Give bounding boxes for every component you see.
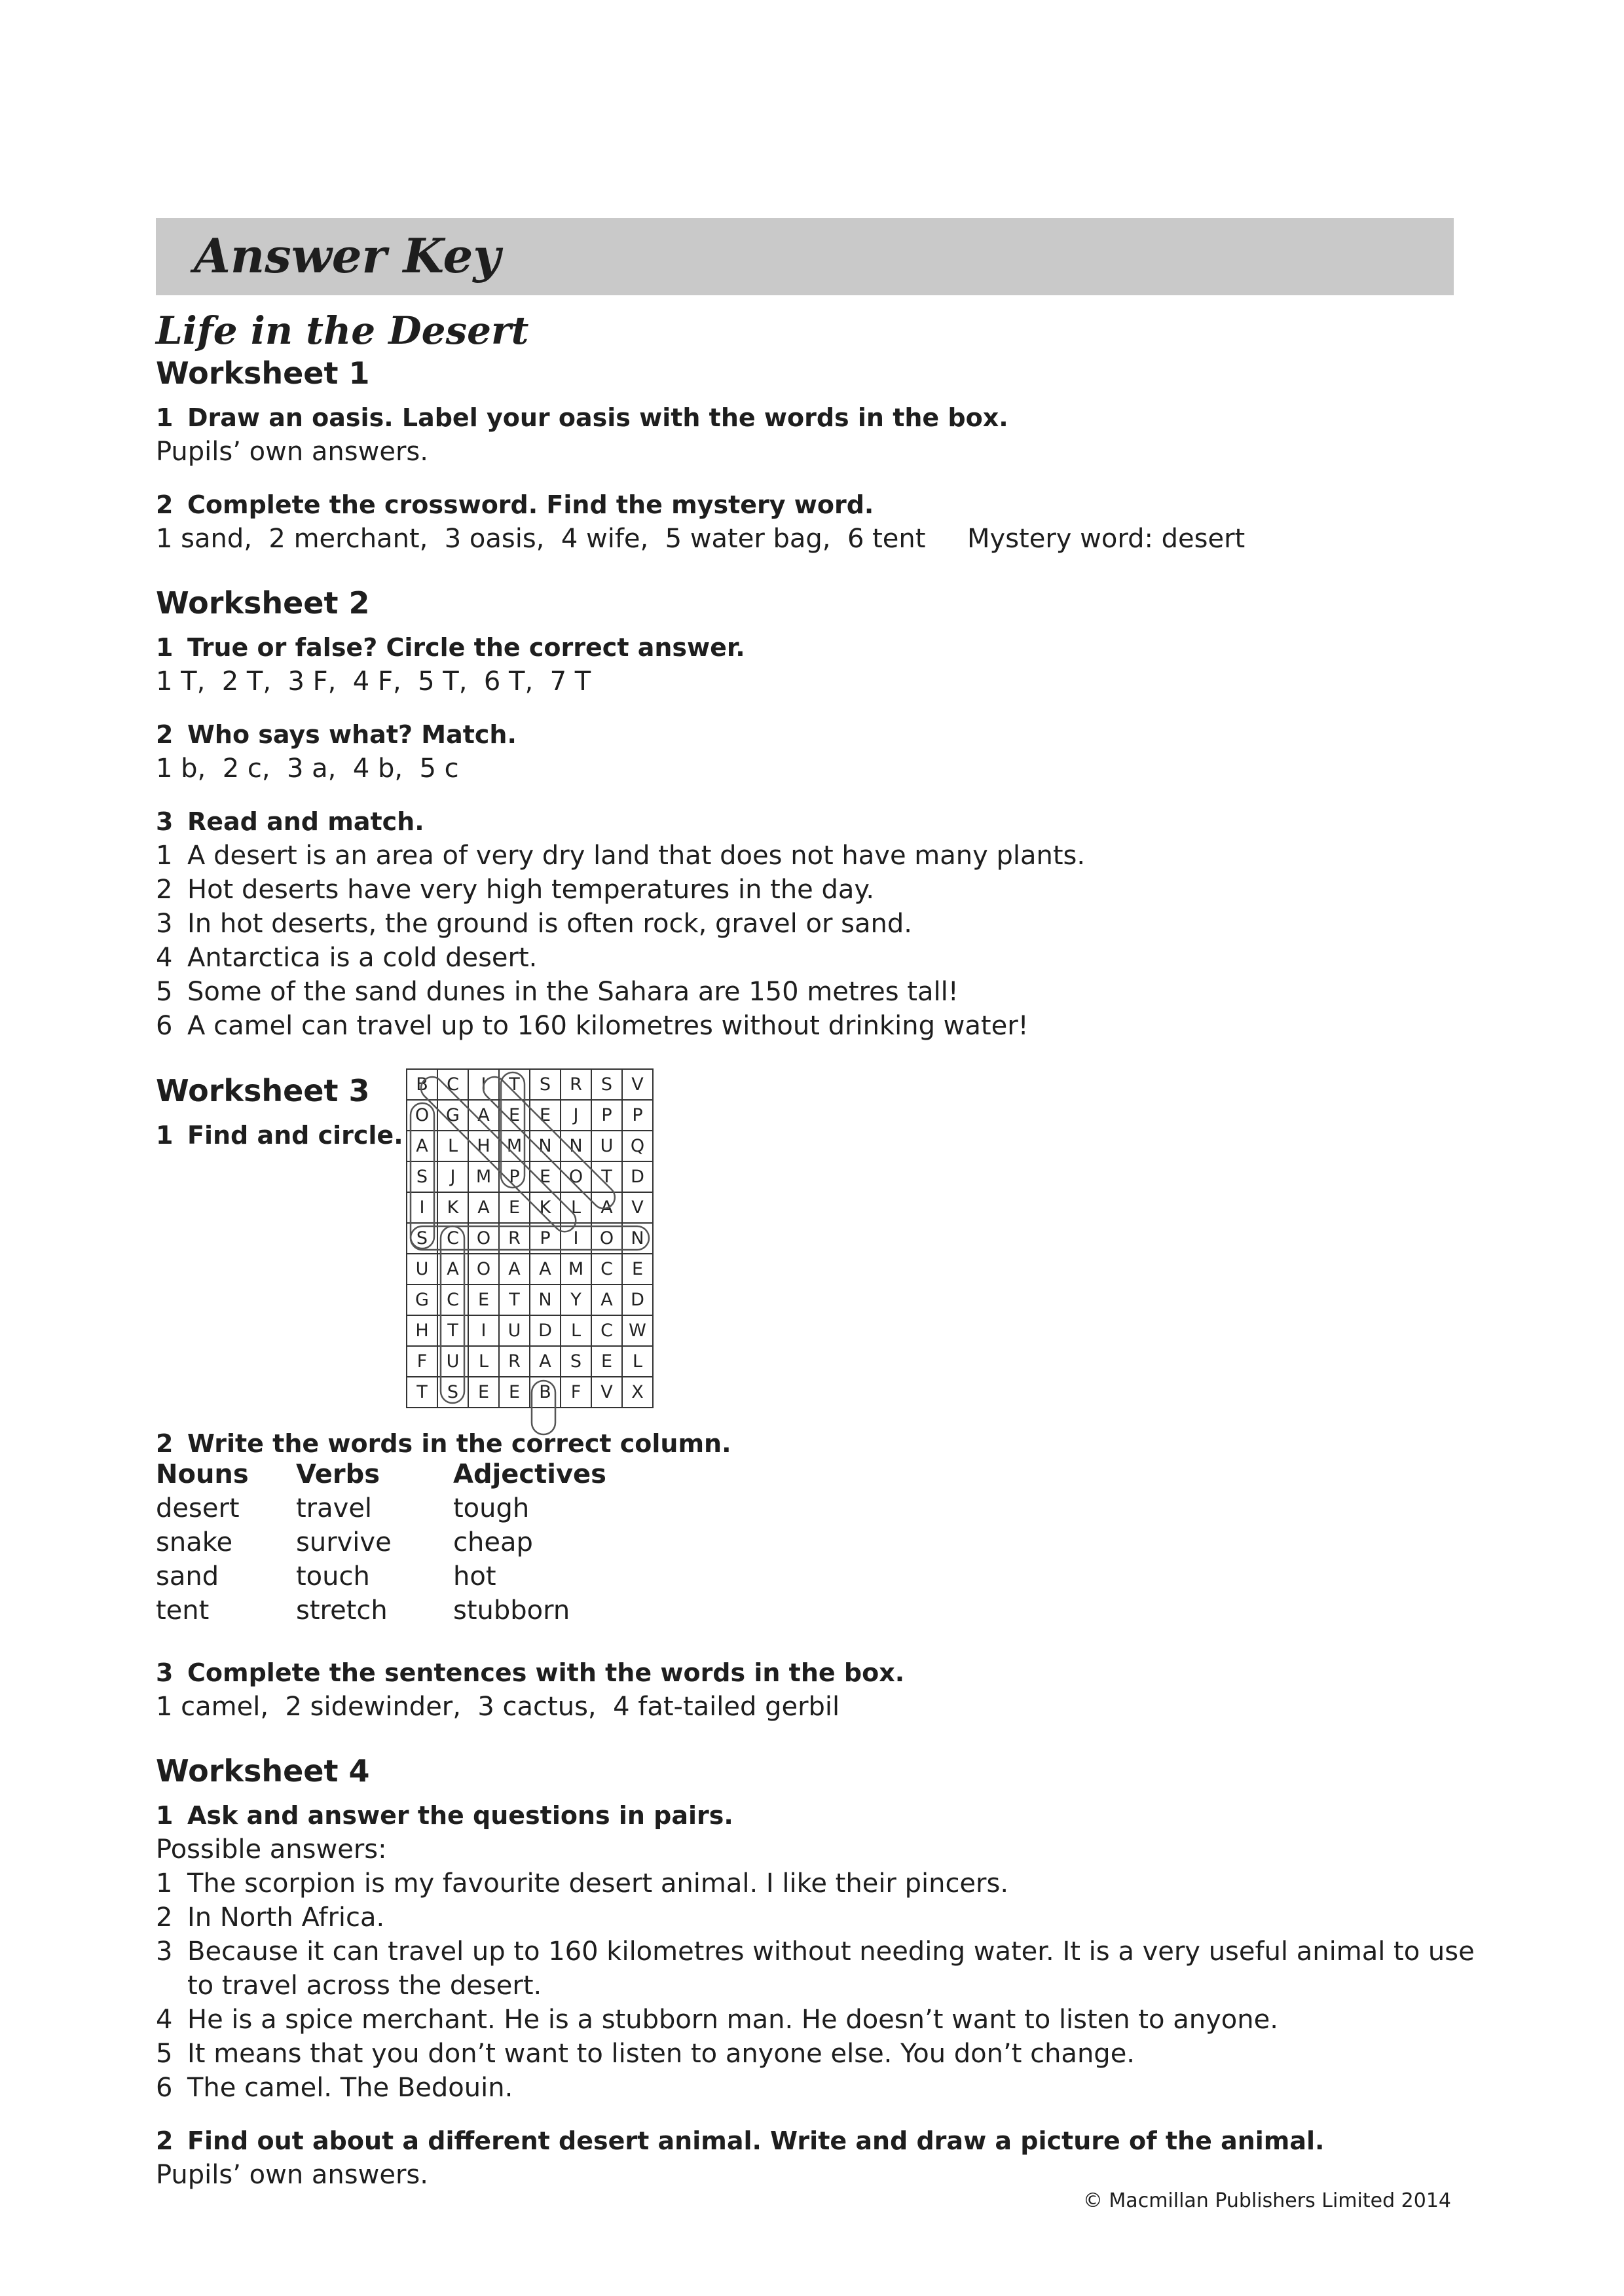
grid-cell: S <box>407 1223 437 1254</box>
grid-cell: J <box>561 1100 591 1131</box>
grid-cell: N <box>561 1131 591 1161</box>
grid-cell: B <box>530 1377 561 1408</box>
list-item: 6 The camel. The Bedouin. <box>156 2073 513 2103</box>
list-item: travel <box>296 1493 373 1523</box>
grid-cell: H <box>468 1131 499 1161</box>
list-item-continuation: to travel across the desert. <box>187 1971 542 2001</box>
grid-cell: E <box>499 1100 530 1131</box>
ws4-intro: Possible answers: <box>156 1834 387 1865</box>
list-item: 1 The scorpion is my favourite desert animal. I like their pincers. <box>156 1868 1009 1899</box>
grid-cell: A <box>530 1346 561 1377</box>
grid-cell: G <box>407 1285 437 1315</box>
grid-cell: T <box>591 1161 622 1192</box>
grid-cell: L <box>468 1346 499 1377</box>
list-item: 2 In North Africa. <box>156 1903 385 1933</box>
list-item: 1 A desert is an area of very dry land that does not have many plants. <box>156 841 1086 871</box>
ws3-question-3: 3 Complete the sentences with the words in the box. <box>156 1658 905 1687</box>
grid-cell: J <box>437 1161 468 1192</box>
grid-cell: M <box>561 1254 591 1285</box>
list-item: 6 A camel can travel up to 160 kilometres without drinking water! <box>156 1011 1029 1041</box>
grid-cell: P <box>530 1223 561 1254</box>
grid-cell: N <box>530 1285 561 1315</box>
ws2-question-1: 1 True or false? Circle the correct answer. <box>156 633 745 662</box>
grid-cell: I <box>468 1315 499 1346</box>
grid-cell: L <box>561 1192 591 1223</box>
grid-cell: I <box>407 1192 437 1223</box>
grid-cell: A <box>591 1192 622 1223</box>
grid-cell: C <box>437 1223 468 1254</box>
grid-row <box>407 1346 653 1377</box>
grid-cell: R <box>499 1223 530 1254</box>
grid-cell: O <box>561 1161 591 1192</box>
grid-cell: H <box>407 1315 437 1346</box>
list-item: survive <box>296 1527 392 1558</box>
grid-cell: A <box>437 1254 468 1285</box>
grid-cell: U <box>437 1346 468 1377</box>
grid-cell: F <box>407 1346 437 1377</box>
grid-cell: M <box>468 1161 499 1192</box>
grid-cell: P <box>499 1161 530 1192</box>
column-header: Verbs <box>296 1459 380 1489</box>
column-adjectives <box>453 1457 606 1628</box>
ws1-question-1: 1 Draw an oasis. Label your oasis with the words in the box. <box>156 403 1008 432</box>
grid-cell: O <box>468 1223 499 1254</box>
grid-cell: E <box>499 1192 530 1223</box>
grid-row <box>407 1192 653 1223</box>
ws3-question-2: 2 Write the words in the correct column. <box>156 1429 731 1458</box>
ws1-answer-2: 1 sand, 2 merchant, 3 oasis, 4 wife, 5 water bag, 6 tent Mystery word: desert <box>156 524 1246 554</box>
list-item: cheap <box>453 1527 533 1558</box>
grid-cell: C <box>437 1285 468 1315</box>
grid-cell: E <box>468 1377 499 1408</box>
list-item: 5 It means that you don’t want to listen to anyone else. You don’t change. <box>156 2039 1135 2069</box>
ws2-answer-1: 1 T, 2 T, 3 F, 4 F, 5 T, 6 T, 7 T <box>156 666 591 697</box>
grid-cell: X <box>622 1377 653 1408</box>
list-item: 4 Antarctica is a cold desert. <box>156 943 538 973</box>
grid-cell: S <box>407 1161 437 1192</box>
list-item: 5 Some of the sand dunes in the Sahara are 150 metres tall! <box>156 977 959 1007</box>
grid-cell: E <box>499 1377 530 1408</box>
grid-cell: O <box>468 1254 499 1285</box>
ws1-answer-1: Pupils’ own answers. <box>156 437 428 467</box>
grid-cell: U <box>407 1254 437 1285</box>
ws3-answer-3: 1 camel, 2 sidewinder, 3 cactus, 4 fat-tailed gerbil <box>156 1692 840 1722</box>
grid-cell: E <box>530 1100 561 1131</box>
grid-cell: D <box>530 1315 561 1346</box>
grid-cell: Y <box>561 1285 591 1315</box>
grid-cell: T <box>407 1377 437 1408</box>
grid-cell: T <box>499 1069 530 1100</box>
grid-cell: E <box>591 1346 622 1377</box>
ws4-answer-2: Pupils’ own answers. <box>156 2160 428 2190</box>
grid-cell: S <box>530 1069 561 1100</box>
list-item: hot <box>453 1561 496 1592</box>
list-item: sand <box>156 1561 219 1592</box>
grid-cell: A <box>530 1254 561 1285</box>
list-item: 4 He is a spice merchant. He is a stubborn man. He doesn’t want to listen to anyone. <box>156 2005 1278 2035</box>
ws2-question-3: 3 Read and match. <box>156 807 424 836</box>
list-item: 3 In hot deserts, the ground is often rock, gravel or sand. <box>156 909 912 939</box>
grid-cell: O <box>407 1100 437 1131</box>
grid-cell: V <box>591 1377 622 1408</box>
grid-cell: D <box>622 1161 653 1192</box>
grid-cell: A <box>499 1254 530 1285</box>
list-item: 2 Hot deserts have very high temperatures in the day. <box>156 875 875 905</box>
grid-row <box>407 1377 653 1408</box>
list-item: stretch <box>296 1595 388 1626</box>
grid-cell: W <box>622 1315 653 1346</box>
grid-cell: Q <box>622 1131 653 1161</box>
grid-cell: G <box>437 1100 468 1131</box>
grid-cell: A <box>468 1192 499 1223</box>
worksheet-2-heading: Worksheet 2 <box>156 585 370 621</box>
grid-row <box>407 1100 653 1131</box>
grid-cell: S <box>591 1069 622 1100</box>
grid-cell: V <box>622 1069 653 1100</box>
ws4-question-2: 2 Find out about a different desert animal. Write and draw a picture of the animal. <box>156 2126 1325 2155</box>
copyright-footer: © Macmillan Publishers Limited 2014 <box>1082 2189 1451 2212</box>
grid-cell: V <box>622 1192 653 1223</box>
grid-cell: E <box>530 1161 561 1192</box>
list-item: touch <box>296 1561 370 1592</box>
grid-cell: A <box>591 1285 622 1315</box>
ws1-question-2: 2 Complete the crossword. Find the mystery word. <box>156 490 874 519</box>
list-item: stubborn <box>453 1595 570 1626</box>
grid-cell: M <box>499 1131 530 1161</box>
grid-row <box>407 1131 653 1161</box>
list-item: snake <box>156 1527 233 1558</box>
ws3-question-1: 1 Find and circle. <box>156 1121 403 1150</box>
column-nouns <box>156 1457 249 1628</box>
grid-cell: F <box>561 1377 591 1408</box>
grid-cell: U <box>591 1131 622 1161</box>
grid-cell: O <box>591 1223 622 1254</box>
grid-cell: P <box>591 1100 622 1131</box>
grid-cell: T <box>437 1315 468 1346</box>
grid-cell: P <box>622 1100 653 1131</box>
ws2-question-2: 2 Who says what? Match. <box>156 720 517 749</box>
grid-cell: S <box>561 1346 591 1377</box>
grid-cell: N <box>530 1131 561 1161</box>
list-item: desert <box>156 1493 240 1523</box>
grid-cell: C <box>437 1069 468 1100</box>
ws4-question-1: 1 Ask and answer the questions in pairs. <box>156 1801 733 1830</box>
grid-cell: D <box>622 1285 653 1315</box>
list-item: 3 Because it can travel up to 160 kilometres without needing water. It is a very useful animal to use <box>156 1937 1475 1967</box>
grid-cell: R <box>561 1069 591 1100</box>
grid-cell: L <box>622 1346 653 1377</box>
grid-cell: C <box>591 1254 622 1285</box>
grid-cell: C <box>591 1315 622 1346</box>
grid-cell: E <box>622 1254 653 1285</box>
grid-cell: I <box>561 1223 591 1254</box>
grid-row <box>407 1285 653 1315</box>
grid-cell: L <box>437 1131 468 1161</box>
list-item: tough <box>453 1493 530 1523</box>
grid-cell: K <box>437 1192 468 1223</box>
grid-cell: R <box>499 1346 530 1377</box>
grid-cell: A <box>468 1100 499 1131</box>
column-verbs <box>296 1457 392 1628</box>
grid-cell: S <box>437 1377 468 1408</box>
grid-row <box>407 1315 653 1346</box>
grid-cell: E <box>468 1285 499 1315</box>
column-header: Nouns <box>156 1459 249 1489</box>
grid-row <box>407 1161 653 1192</box>
grid-cell: U <box>499 1315 530 1346</box>
worksheet-4-heading: Worksheet 4 <box>156 1753 370 1789</box>
unit-title: Life in the Desert <box>156 308 529 353</box>
column-header: Adjectives <box>453 1459 606 1489</box>
worksheet-1-heading: Worksheet 1 <box>156 355 370 391</box>
grid-row <box>407 1223 653 1254</box>
grid-cell: T <box>499 1285 530 1315</box>
grid-row <box>407 1254 653 1285</box>
grid-cell: L <box>561 1315 591 1346</box>
grid-cell: K <box>530 1192 561 1223</box>
grid-cell: B <box>407 1069 437 1100</box>
page-title: Answer Key <box>194 228 501 283</box>
grid-cell: A <box>407 1131 437 1161</box>
list-item: tent <box>156 1595 210 1626</box>
grid-row <box>407 1069 653 1100</box>
word-search-grid <box>406 1068 654 1408</box>
grid-cell: I <box>468 1069 499 1100</box>
worksheet-3-heading: Worksheet 3 <box>156 1073 370 1108</box>
ws2-answer-2: 1 b, 2 c, 3 a, 4 b, 5 c <box>156 754 459 784</box>
grid-cell: N <box>622 1223 653 1254</box>
